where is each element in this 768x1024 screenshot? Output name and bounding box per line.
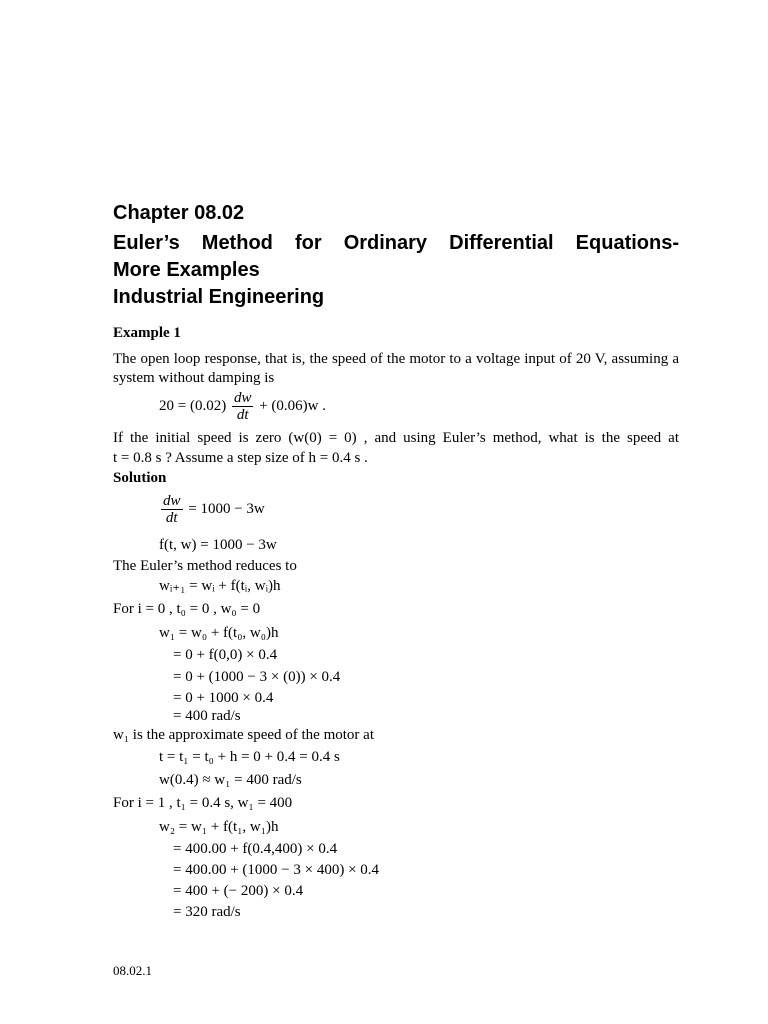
step1-line-2: = 400.00 + f(0.4,400) × 0.4: [173, 841, 338, 857]
question-line-2: t = 0.8 s ? Assume a step size of h = 0.4 s .: [113, 450, 368, 466]
time-step-1: t = t₁ = t₀ + h = 0 + 0.4 = 0.4 s: [159, 749, 340, 765]
motor-equation: [159, 390, 326, 423]
function-definition: f(t, w) = 1000 − 3w: [159, 537, 277, 553]
motor-eq-den: dt: [236, 407, 249, 423]
step1-condition: For i = 1 , t₁ = 0.4 s, w₁ = 400: [113, 795, 293, 811]
derivative-num: dw: [163, 493, 181, 509]
motor-eq-num: dw: [233, 390, 252, 406]
chapter-number: Chapter 08.02: [113, 202, 245, 224]
chapter-subject: Industrial Engineering: [113, 286, 325, 308]
derivative-rhs: = 1000 − 3w: [188, 500, 265, 517]
approx-text: w₁ is the approximate speed of the motor at: [113, 727, 374, 743]
step1-line-1: w₂ = w₁ + f(t₁, w₁)h: [159, 819, 279, 835]
euler-formula: wᵢ₊₁ = wᵢ + f(tᵢ, wᵢ)h: [159, 578, 281, 594]
problem-line-1: The open loop response, that is, the speed of the motor to a voltage input of 20 V, assuming a: [113, 351, 679, 367]
step0-line-1: w₁ = w₀ + f(t₀, w₀)h: [159, 625, 279, 641]
step1-line-3: = 400.00 + (1000 − 3 × 400) × 0.4: [173, 862, 380, 878]
motor-eq-rhs: + (0.06)w .: [259, 397, 327, 414]
step1-line-5: = 320 rad/s: [173, 904, 241, 920]
step0-line-2: = 0 + f(0,0) × 0.4: [173, 647, 278, 663]
problem-line-2: system without damping is: [113, 370, 275, 386]
approx-value: w(0.4) ≈ w₁ = 400 rad/s: [159, 772, 302, 788]
derivative-equation: [159, 493, 265, 526]
example-title: Example 1: [113, 325, 181, 341]
chapter-title-cont: More Examples: [113, 259, 260, 281]
page-number: 08.02.1: [113, 963, 152, 978]
step0-line-4: = 0 + 1000 × 0.4: [173, 690, 274, 706]
euler-reduces-text: The Euler’s method reduces to: [113, 558, 297, 574]
step1-line-4: = 400 + (− 200) × 0.4: [173, 883, 304, 899]
derivative-fraction: [161, 493, 183, 526]
derivative-den: dt: [165, 510, 178, 526]
solution-title: Solution: [113, 470, 167, 486]
step0-condition: For i = 0 , t₀ = 0 , w₀ = 0: [113, 601, 261, 617]
motor-eq-fraction: [232, 390, 254, 423]
motor-eq-lhs: 20 = (0.02): [159, 397, 227, 414]
step0-line-5: = 400 rad/s: [173, 708, 241, 724]
chapter-title: Euler’s Method for Ordinary Differential Equations-: [113, 232, 679, 254]
question-line-1: If the initial speed is zero (w(0) = 0) , and using Euler’s method, what is the speed at: [113, 430, 679, 446]
step0-line-3: = 0 + (1000 − 3 × (0)) × 0.4: [173, 669, 341, 685]
document-page: [113, 0, 679, 1024]
